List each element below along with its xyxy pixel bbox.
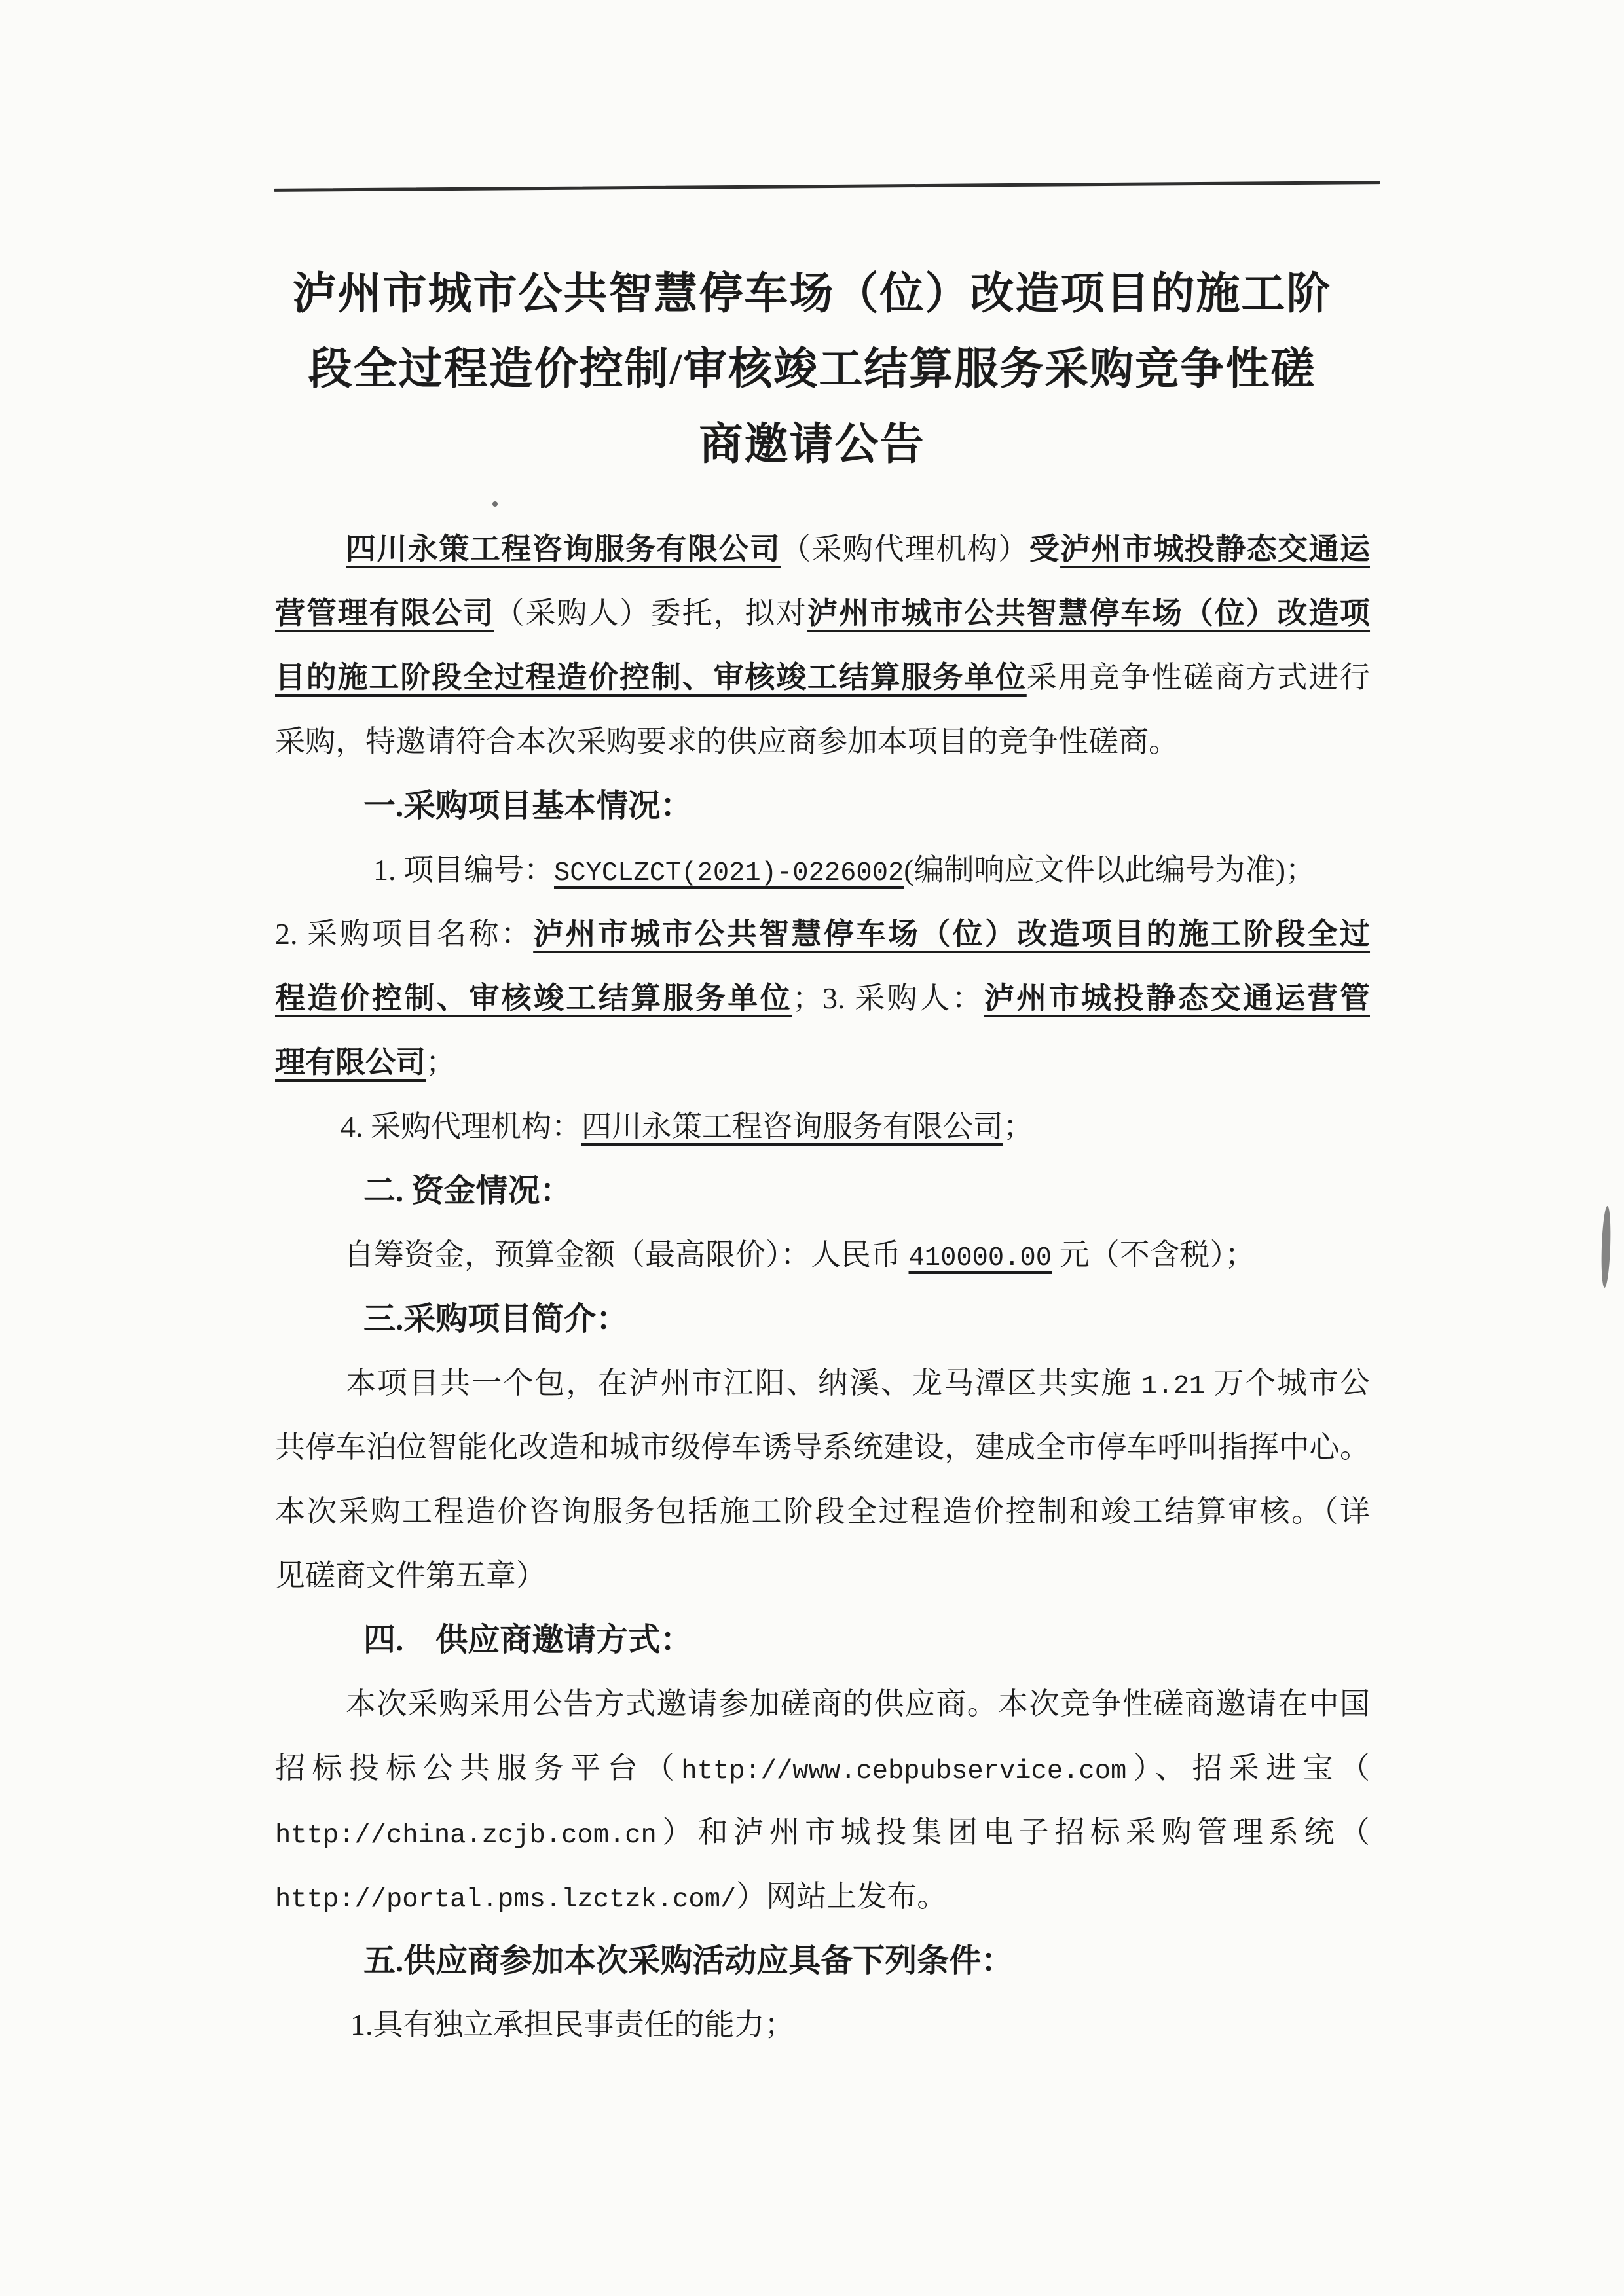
title-line: 商邀请公告: [699, 420, 925, 469]
text-run: 万个城市公: [1205, 1366, 1371, 1400]
underlined-text: 理有限公司: [275, 1046, 426, 1079]
text-run: 招标投标公共服务平台（: [275, 1751, 682, 1785]
text-run: ）、招采进宝（: [1126, 1751, 1371, 1785]
underlined-text: 410000.00: [908, 1243, 1052, 1273]
text-run: （采购人）委托，拟对: [494, 596, 808, 630]
section-heading: [275, 1929, 1370, 1993]
section-heading: [275, 1608, 1370, 1672]
text-run: 受: [1029, 532, 1061, 566]
text-run: 采购，特邀请符合本次采购要求的供应商参加本项目的竞争性磋商。: [275, 725, 1179, 758]
text-run: ；: [1003, 1110, 1033, 1143]
text-run: 二. 资金情况：: [363, 1173, 572, 1209]
text-run: 自筹资金，预算金额（最高限价）：人民币: [344, 1238, 909, 1271]
latin-text-run: http://www.cebpubservice.com: [681, 1757, 1127, 1787]
document-line: [275, 1865, 1370, 1929]
text-run: ）和泸州市城投集团电子招标采购管理系统（: [656, 1815, 1370, 1849]
document-line: [275, 710, 1370, 774]
underlined-text: 泸州市城投静态交通运营管: [984, 981, 1370, 1015]
text-run: ）网站上发布。: [736, 1880, 948, 1913]
document-line: [275, 1223, 1370, 1287]
document-line: [275, 1095, 1370, 1159]
document-title: [242, 257, 1382, 483]
underlined-text: 程造价控制、审核竣工结算服务单位: [275, 981, 792, 1015]
text-run: (编制响应文件以此编号为准)；: [904, 853, 1316, 886]
document-line: [275, 902, 1370, 966]
text-run: 一.采购项目基本情况：: [363, 788, 693, 824]
document-line: [275, 1736, 1370, 1800]
text-run: ；: [426, 1046, 456, 1079]
document-line: [275, 966, 1370, 1030]
text-run: 共停车泊位智能化改造和城市级停车诱导系统建设，建成全市停车呼叫指挥中心。: [275, 1430, 1370, 1464]
document-line: [275, 1415, 1370, 1480]
document-line: [275, 581, 1370, 646]
text-run: 五.供应商参加本次采购活动应具备下列条件：: [363, 1942, 1014, 1978]
text-run: 采用竞争性磋商方式进行: [1026, 661, 1371, 694]
document-line: [275, 838, 1370, 902]
top-rule-divider: [274, 181, 1380, 192]
underlined-text: 泸州市城市公共智慧停车场（位）改造项目的施工阶段全过: [533, 917, 1371, 951]
section-heading: [275, 774, 1370, 838]
text-run: 4. 采购代理机构：: [341, 1110, 581, 1143]
underlined-text: 目的施工阶段全过程造价控制、审核竣工结算服务单位: [275, 661, 1027, 694]
latin-text-run: http://china.zcjb.com.cn: [275, 1821, 657, 1851]
document-line: [275, 1030, 1370, 1095]
title-line: 段全过程造价控制/审核竣工结算服务采购竞争性磋: [308, 345, 1316, 393]
latin-text-run: http://portal.pms.lzctzk.com/: [275, 1885, 737, 1915]
title-line: 泸州市城市公共智慧停车场（位）改造项目的施工阶: [292, 270, 1332, 318]
text-run: 1.具有独立承担民事责任的能力；: [350, 2008, 795, 2041]
underlined-text: 泸州市城投静态交通运: [1060, 532, 1370, 566]
document-line: [275, 1480, 1370, 1544]
document-line: [275, 646, 1370, 710]
text-run: 见磋商文件第五章）: [275, 1559, 546, 1592]
scan-speck: [492, 501, 498, 507]
document-line: [275, 517, 1370, 581]
text-run: 四. 供应商邀请方式：: [363, 1622, 693, 1658]
text-run: 本次采购工程造价咨询服务包括施工阶段全过程造价控制和竣工结算审核。（详: [275, 1495, 1370, 1528]
document-line: [275, 1672, 1370, 1736]
underlined-text: 营管理有限公司: [275, 596, 494, 630]
underlined-text: 泸州市城市公共智慧停车场（位）改造项: [807, 596, 1371, 630]
text-run: ；3. 采购人：: [792, 981, 984, 1015]
text-run: 2. 采购项目名称：: [275, 917, 534, 951]
document-line: [275, 1351, 1370, 1415]
underlined-text: 四川永策工程咨询服务有限公司: [581, 1110, 1003, 1143]
latin-text-run: 1.21: [1141, 1372, 1206, 1402]
text-run: （采购代理机构）: [781, 532, 1029, 566]
underlined-text: SCYCLZCT(2021)-0226002: [554, 858, 904, 888]
document-line: [275, 1544, 1370, 1608]
section-heading: [275, 1287, 1370, 1351]
text-run: 本项目共一个包，在泸州市江阳、纳溪、龙马潭区共实施: [346, 1366, 1142, 1400]
text-run: 元（不含税）；: [1052, 1238, 1255, 1271]
text-run: 三.采购项目简介：: [363, 1301, 629, 1337]
document-line: [275, 1800, 1370, 1865]
document-line: [275, 1993, 1370, 2057]
underlined-text: 四川永策工程咨询服务有限公司: [346, 532, 781, 566]
section-heading: [275, 1159, 1370, 1223]
text-run: 本次采购采用公告方式邀请参加磋商的供应商。本次竞争性磋商邀请在中国: [346, 1687, 1370, 1721]
text-run: 1. 项目编号：: [373, 853, 554, 886]
scan-artifact: [1600, 1206, 1612, 1288]
document-body: [275, 517, 1370, 2057]
